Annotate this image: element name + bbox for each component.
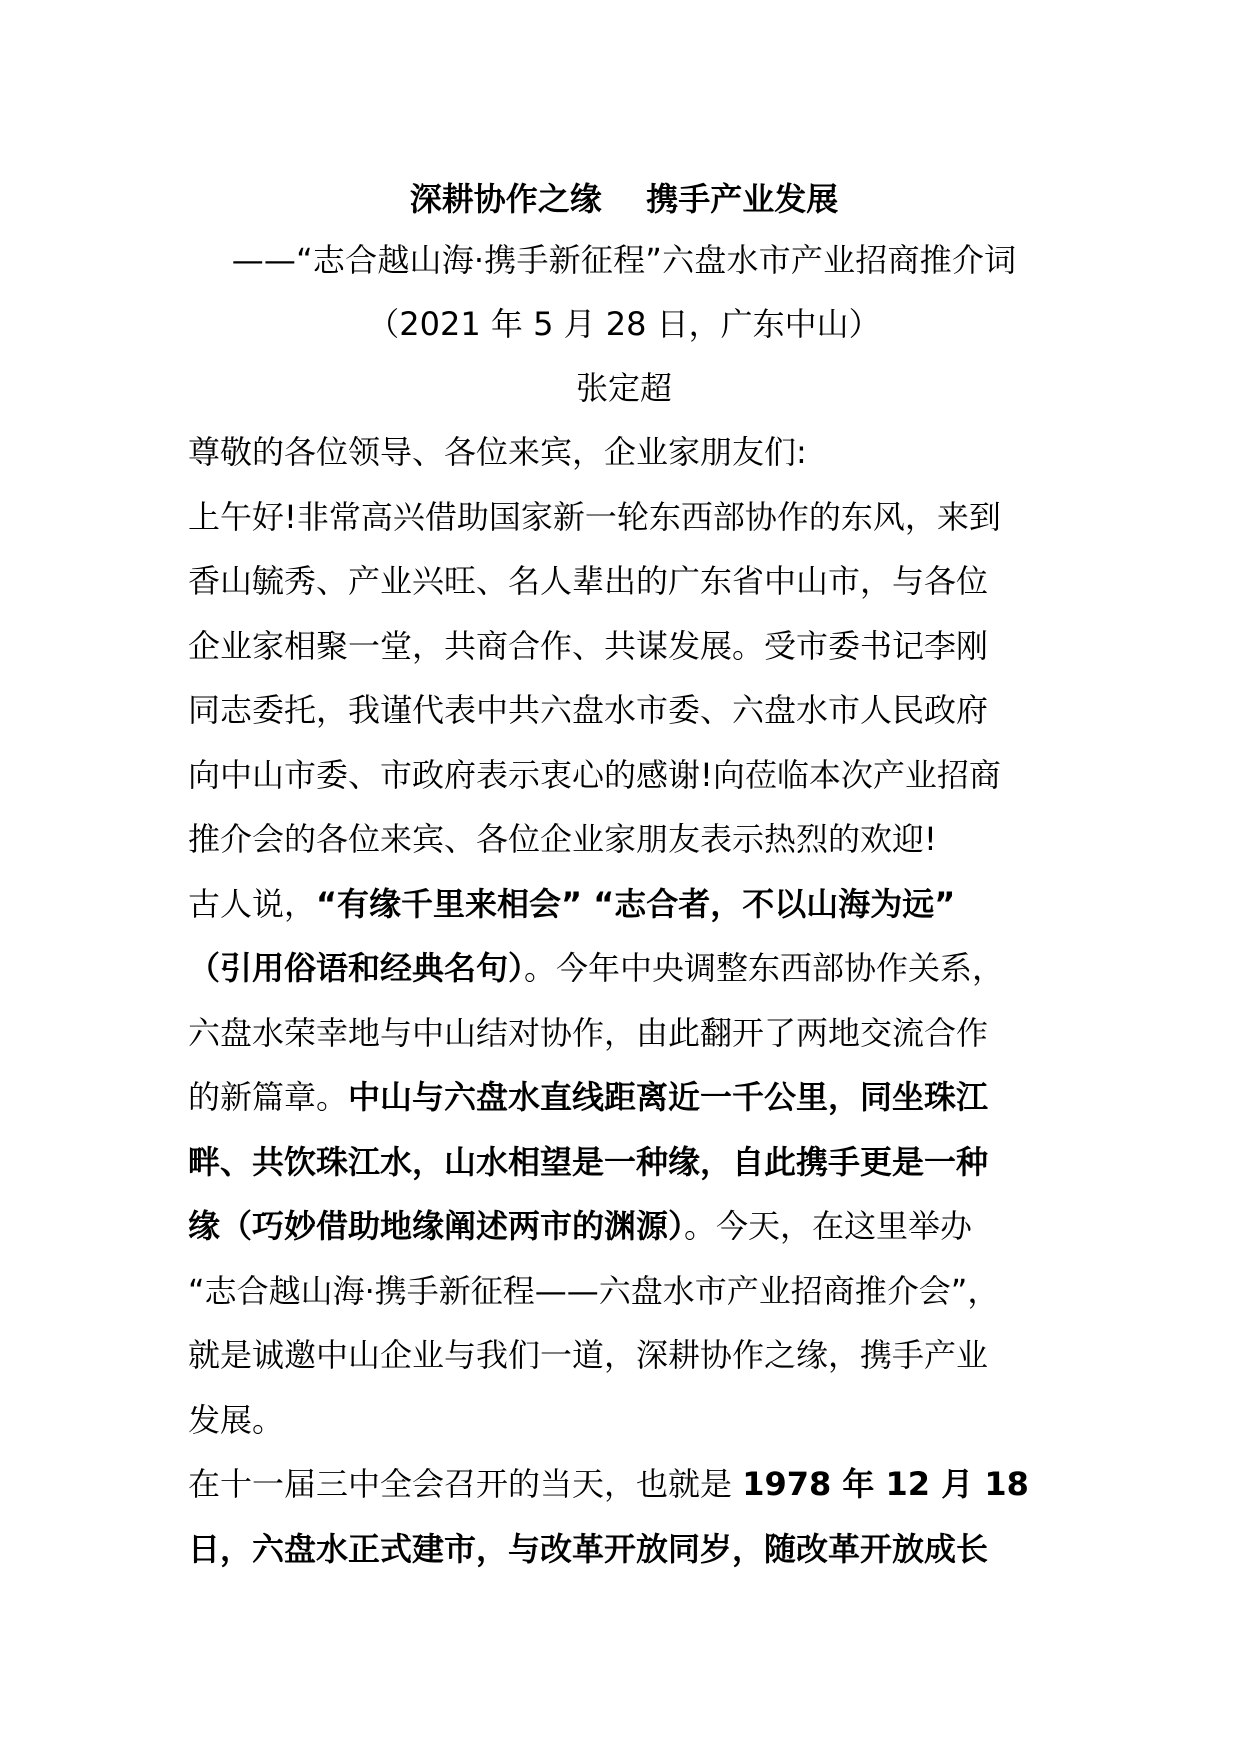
text-line: 上午好!非常高兴借助国家新一轮东西部协作的东风，来到: [188, 497, 1001, 536]
author: 张定超: [575, 369, 672, 407]
paragraph-affinity: [188, 872, 1060, 1453]
text-line: 企业家相聚一堂，共商合作、共谋发展。受市委书记李刚: [188, 626, 989, 665]
paragraph-greeting: [188, 485, 1060, 872]
paragraph-history: [188, 1452, 1060, 1581]
text-line: 就是诚邀中山企业与我们一道，深耕协作之缘，携手产业: [188, 1336, 989, 1374]
text-line: 发展。: [188, 1400, 285, 1439]
text-line: 向中山市委、市政府表示衷心的感谢!向莅临本次产业招商: [188, 755, 1001, 794]
text-line: 六盘水荣幸地与中山结对协作，由此翻开了两地交流合作: [188, 1013, 989, 1052]
text-line: 畔、共饮珠江水，山水相望是一种缘，自此携手更是一种: [188, 1142, 989, 1181]
text-line: 的新篇章。中山与六盘水直线距离近一千公里，同坐珠江: [188, 1078, 989, 1116]
text-line: 缘（巧妙借助地缘阐述两市的渊源）。今天，在这里举办: [188, 1207, 973, 1245]
document-title: 深耕协作之缘 携手产业发展: [409, 180, 839, 218]
text-line: 香山毓秀、产业兴旺、名人辈出的广东省中山市，与各位: [188, 562, 989, 600]
text-line: 日，六盘水正式建市，与改革开放同岁，随改革开放成长: [188, 1529, 989, 1568]
document-subtitle: ——“志合越山海·携手新征程”六盘水市产业招商推介词: [231, 241, 1017, 279]
salutation: 尊敬的各位领导、各位来宾，企业家朋友们:: [188, 433, 807, 471]
text-line: 在十一届三中全会召开的当天，也就是 1978 年 12 月 18: [188, 1465, 1029, 1503]
text-line: 古人说，“有缘千里来相会” “志合者，不以山海为远”: [188, 884, 956, 923]
document-page: [188, 170, 1060, 1581]
text-line: “志合越山海·携手新征程——六盘水市产业招商推介会”，: [188, 1271, 1000, 1310]
text-line: （引用俗语和经典名句）。今年中央调整东西部协作关系，: [188, 949, 1005, 987]
date-place: （2021 年 5 月 28 日，广东中山）: [367, 305, 881, 343]
text-line: 同志委托，我谨代表中共六盘水市委、六盘水市人民政府: [188, 691, 989, 729]
text-line: 推介会的各位来宾、各位企业家朋友表示热烈的欢迎!: [188, 820, 937, 858]
